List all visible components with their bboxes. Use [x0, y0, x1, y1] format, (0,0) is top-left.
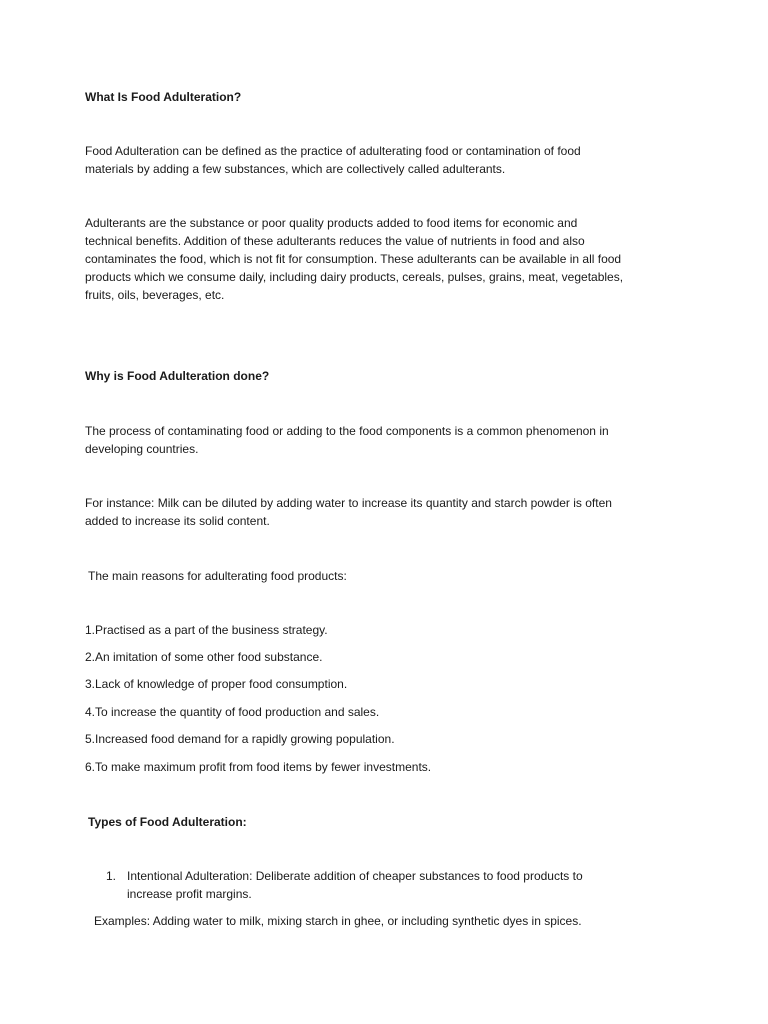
reasons-intro: The main reasons for adulterating food products: [88, 569, 347, 583]
paragraph-instance: For instance: Milk can be diluted by adding water to increase its quantity and starch powder is often added to increase its solid content. [85, 496, 612, 528]
heading-why-adulteration-done: Why is Food Adulteration done? [85, 369, 270, 383]
heading-what-is-food-adulteration: What Is Food Adulteration? [85, 90, 242, 104]
paragraph-definition: Food Adulteration can be defined as the practice of adulterating food or contamination of food materials by adding a few substances, which are collectively called adulterants. [85, 144, 581, 176]
reason-item: 2.An imitation of some other food substance. [85, 650, 323, 664]
type-item-text: Intentional Adulteration: Deliberate addition of cheaper substances to food products to increase profit margins. [127, 869, 583, 901]
reason-item: 6.To make maximum profit from food items by fewer investments. [85, 760, 432, 774]
reason-item: 5.Increased food demand for a rapidly growing population. [85, 732, 395, 746]
type-item-intentional [106, 867, 606, 903]
heading-types-of-adulteration: Types of Food Adulteration: [88, 815, 247, 829]
paragraph-adulterants: Adulterants are the substance or poor quality products added to food items for economic and technical benefits. Addition of these adulterants reduces the value of nutrients in food and also contaminates the food, which is not fit for consumption. These adulterants can be available in all food products which we consume daily, including dairy products, cereals, pulses, grains, meat, vegetables, fruits, oils, beverages, etc. [85, 216, 624, 302]
type-item-number: 1. [106, 869, 117, 883]
paragraph-process: The process of contaminating food or adding to the food components is a common phenomenon in developing countries. [85, 424, 609, 456]
reason-item: 1.Practised as a part of the business strategy. [85, 623, 328, 637]
examples-line: Examples: Adding water to milk, mixing starch in ghee, or including synthetic dyes in spices. [94, 914, 582, 928]
reason-item: 4.To increase the quantity of food production and sales. [85, 705, 380, 719]
reason-item: 3.Lack of knowledge of proper food consumption. [85, 677, 348, 691]
